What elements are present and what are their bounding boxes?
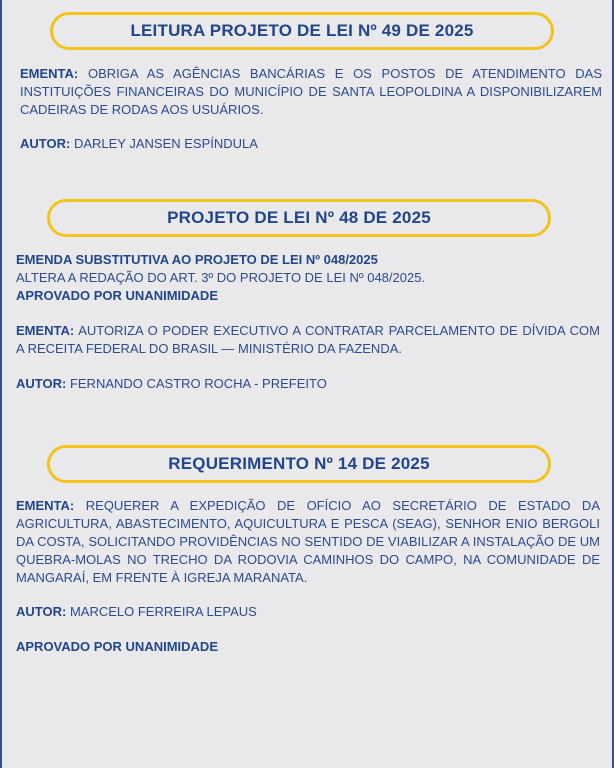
- section3-ementa-label: EMENTA:: [16, 498, 75, 513]
- section2-emenda: [16, 251, 600, 305]
- section3-autor: [16, 603, 600, 621]
- section1-autor: [20, 135, 602, 153]
- section3-ementa: [16, 497, 600, 587]
- section2-autor-label: AUTOR:: [16, 376, 67, 391]
- section2-ementa-label: EMENTA:: [16, 323, 75, 338]
- section1-title-pill: [50, 12, 554, 50]
- section2-autor: [16, 375, 600, 393]
- section2-emenda-title: EMENDA SUBSTITUTIVA AO PROJETO DE LEI Nº 048/2025: [16, 252, 378, 267]
- section2-ementa-text: AUTORIZA O PODER EXECUTIVO A CONTRATAR PARCELAMENTO DE DÍVIDA COM A RECEITA FEDERAL DO BRASIL — MINISTÉRIO DA FAZENDA.: [16, 323, 600, 356]
- section1-autor-label: AUTOR:: [20, 136, 71, 151]
- section1-title: LEITURA PROJETO DE LEI Nº 49 DE 2025: [130, 21, 474, 40]
- section2-title: PROJETO DE LEI Nº 48 DE 2025: [167, 208, 431, 227]
- section1-ementa-text: OBRIGA AS AGÊNCIAS BANCÁRIAS E OS POSTOS DE ATENDIMENTO DAS INSTITUIÇÕES FINANCEIRAS DO MUNICÍPIO DE SANTA LEOPOLDINA A DISPONIBILIZAREM CADEIRAS DE RODAS AOS USUÁRIOS.: [20, 66, 602, 117]
- section3-ementa-text: REQUERER A EXPEDIÇÃO DE OFÍCIO AO SECRETÁRIO DE ESTADO DA AGRICULTURA, ABASTECIMENTO, AQUICULTURA E PESCA (SEAG), SENHOR ENIO BERGOLI DA COSTA, SOLICITANDO PROVIDÊNCIAS NO SENTIDO DE VIABILIZAR A INSTALAÇÃO DE UM QUEBRA-MOLAS NO TRECHO DA RODOVIA CAMINHOS DO CAMPO, NA COMUNIDADE DE MANGARAÍ, EM FRENTE À IGREJA MARANATA.: [16, 498, 600, 585]
- section1-ementa: [20, 65, 602, 119]
- section3-status: APROVADO POR UNANIMIDADE: [16, 639, 218, 654]
- section1-ementa-label: EMENTA:: [20, 66, 79, 81]
- section1-autor-text: DARLEY JANSEN ESPÍNDULA: [73, 136, 258, 151]
- section2-emenda-text: ALTERA A REDAÇÃO DO ART. 3º DO PROJETO DE LEI Nº 048/2025.: [16, 270, 426, 285]
- left-edge-line: [0, 0, 2, 768]
- section3-autor-text: MARCELO FERREIRA LEPAUS: [69, 604, 257, 619]
- section2-title-pill: [47, 199, 551, 237]
- section3-autor-label: AUTOR:: [16, 604, 67, 619]
- section3-title-pill: [47, 445, 551, 483]
- section2-autor-text: FERNANDO CASTRO ROCHA - PREFEITO: [69, 376, 327, 391]
- section2-ementa: [16, 322, 600, 358]
- section3-title: REQUERIMENTO Nº 14 DE 2025: [168, 454, 430, 473]
- section2-emenda-status: APROVADO POR UNANIMIDADE: [16, 288, 218, 303]
